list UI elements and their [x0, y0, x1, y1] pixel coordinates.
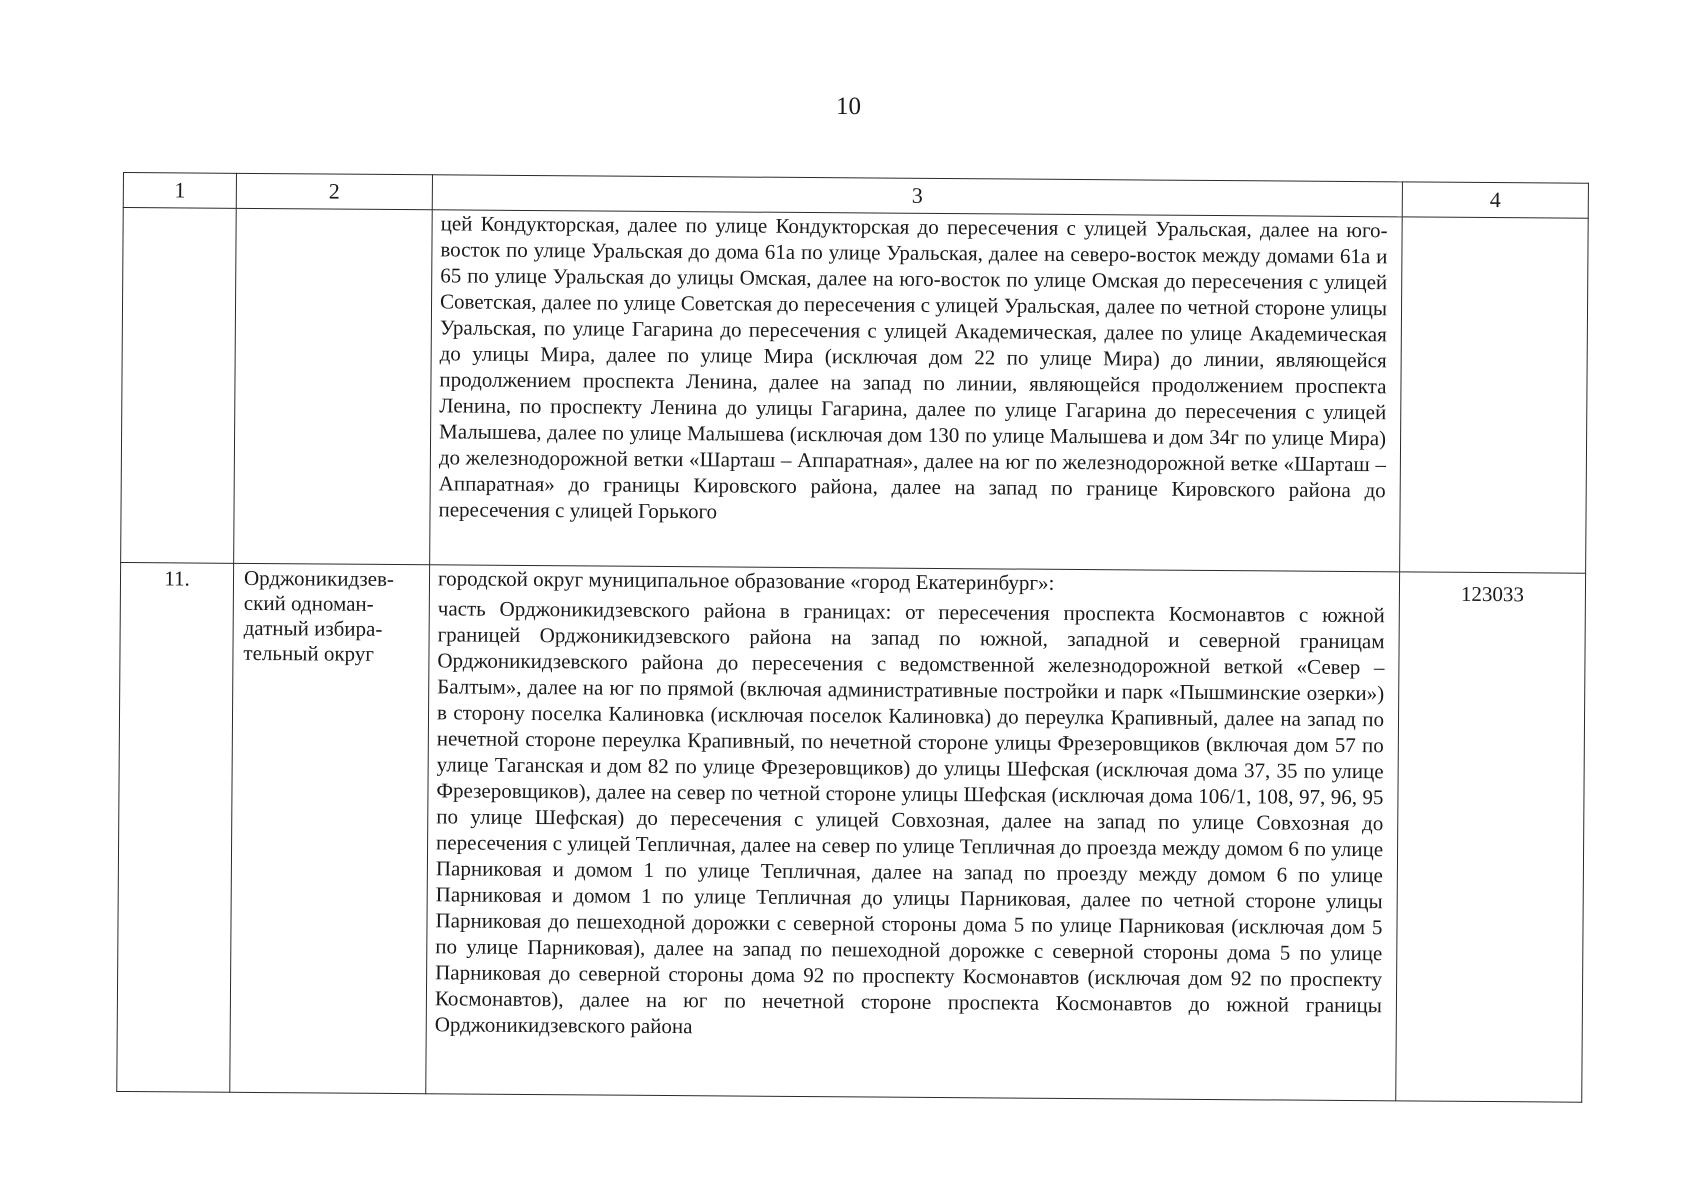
header-col-3: 3 [432, 175, 1402, 217]
voter-count-cell [1400, 217, 1589, 573]
boundary-text: часть Орджоникидзевского района в границах: от пересечения проспекта Космонавтов с южной границей Орджоникидзевского района на запад по южной, западной и северной границам Орджоникидзевского района до пересечения с ведомственной железнодорожной веткой «Север – Балтым», далее на юг по прямой (включая административные постройки и парк «Пышминские озерки») в сторону поселка Калиновка (исключая поселок Калиновка) до переулка Крапивный, далее на запад по нечетной стороне переулка Крапивный, по нечетной стороне улицы Фрезеровщиков (включая дом 57 по улице Таганская и дом 82 по улице Фрезеровщиков) до улицы Шефская (исключая дома 37, 35 по улице Фрезеровщиков), далее на север по четной стороне улицы Шефская (исключая дома 106/1, 108, 97, 96, 95 по улице Шефская) до пересечения с улицей Совхозная, далее на запад по улице Совхозная до пересечения с улицей Тепличная, далее на север по улице Тепличная до проезда между домом 6 по улице Парниковая и домом 1 по улице Тепличная, далее на запад по проезду между домом 6 по улице Парниковая и домом 1 по улице Тепличная до улицы Парниковая, далее по четной стороне улицы Парниковая до пешеходной дорожки с северной стороны дома 5 по улице Парниковая (исключая дом 5 по улице Парниковая), далее на запад по пешеходной дорожке с северной стороны дома 5 по улице Парниковая до северной стороны дома 92 по проспекту Космонавтов (исключая дом 92 по проспекту Космонавтов), далее на юг по нечетной стороне проспекта Космонавтов до южной границы Орджоникидзевского района [434, 596, 1385, 1039]
row-number-cell: 11. [117, 562, 234, 1092]
page-number: 10 [836, 93, 861, 120]
row-number-cell [121, 208, 237, 564]
boundary-text: цей Кондукторская, далее по улице Кондукторская до пересечения с улицей Уральская, далее на юго-восток по улице Уральская до дома 61а по улице Уральская, далее на северо-восток между домами 61а и 65 по улице Уральская до улицы Омская, далее на юго-восток по улице Омская до пересечения с улицей Советская, далее по улице Советская до пересечения с улицей Уральская, далее по четной стороне улицы Уральская, по улице Гагарина до пересечения с улицей Академическая, далее по улице Академическая до улицы Мира, далее по улице Мира (исключая дом 22 по улице Мира) до линии, являющейся продолжением проспекта Ленина, далее на запад по линии, являющейся продолжением проспекта Ленина, по проспекту Ленина до улицы Гагарина, далее по улице Гагарина до пересечения с улицей Малышева, далее по улице Малышева (исключая дом 130 по улице Малышева и дом 34г по улице Мира) до железнодорожной ветки «Шарташ – Аппаратная», далее на юг по железнодорожной ветке «Шарташ – Аппаратная» до границы Кировского района, далее на запад по границе Кировского района до пересечения с улицей Горького [438, 211, 1388, 524]
district-name-cell: Орджоникидзев-ский одноман-датный избира-тельный округ [230, 563, 430, 1093]
voter-count-cell: 123033 [1396, 572, 1586, 1102]
boundary-lead-text: городской округ муниципальное образование «город Екатеринбург»: [437, 566, 1055, 595]
header-col-4: 4 [1402, 182, 1588, 218]
district-boundary-description [430, 210, 1403, 572]
table-row-continuation [121, 208, 1589, 574]
district-name-cell [234, 208, 433, 564]
header-col-1: 1 [123, 173, 236, 209]
table-row-11 [117, 562, 1586, 1102]
header-col-2: 2 [236, 173, 432, 209]
district-boundary-description [426, 565, 1400, 1101]
districts-table [116, 172, 1589, 1103]
